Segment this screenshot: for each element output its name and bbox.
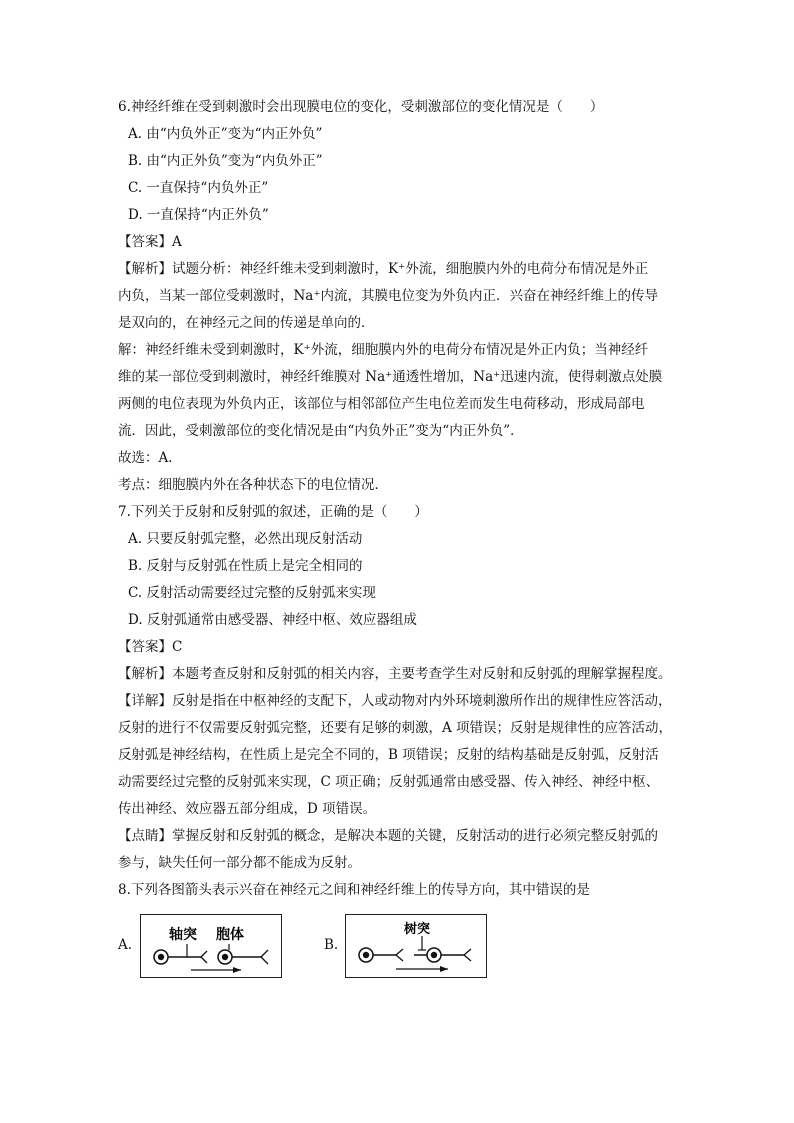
q8-figure-b-letter: B. <box>324 937 339 953</box>
q7-option-b: B. 反射与反射弧在性质上是完全相同的 <box>128 558 363 574</box>
q7-option-c: C. 反射活动需要经过完整的反射弧来实现 <box>128 585 376 601</box>
arrow-head-icon <box>233 967 241 973</box>
q6-option-c: C. 一直保持“内负外正” <box>128 180 269 196</box>
q6-option-a: A. 由“内负外正”变为“内正外负” <box>128 126 323 142</box>
q7-analysis-line: 动需要经过完整的反射弧来实现，C 项正确；反射弧通常由感受器、传入神经、神经中枢、 <box>118 774 660 790</box>
axon-terminal-icon <box>396 949 403 961</box>
q7-stem: 7.下列关于反射和反射弧的叙述，正确的是（ ） <box>118 504 428 520</box>
q7-analysis-line: 【解析】本题考查反射和反射弧的相关内容，主要考查学生对反射和反射弧的理解掌握程度。 <box>118 666 672 682</box>
q6-analysis-line: 内负，当某一部位受刺激时，Na⁺内流，其膜电位变为外负内正．兴奋在神经纤维上的传导 <box>118 288 658 304</box>
dendrite-label: 树突 <box>404 922 431 937</box>
nucleus-icon <box>431 952 437 958</box>
q7-option-a: A. 只要反射弧完整，必然出现反射活动 <box>128 531 363 547</box>
neuron-diagram-b <box>346 915 486 977</box>
arrow-head-icon <box>440 966 448 972</box>
q6-analysis-line: 两侧的电位表现为外负内正，该部位与相邻部位产生电位差而发生电荷移动，形成局部电 <box>118 396 645 412</box>
q7-analysis-line: 【详解】反射是指在中枢神经的支配下，人或动物对内外环境刺激所作出的规律性应答活动， <box>118 693 672 709</box>
q7-analysis-line: 反射弧是神经结构，在性质上是完全不同的，B 项错误；反射的结构基础是反射弧，反射活 <box>118 747 659 763</box>
q7-option-d: D. 反射弧通常由感受器、神经中枢、效应器组成 <box>128 612 417 628</box>
q6-analysis-line: 解：神经纤维未受到刺激时，K⁺外流，细胞膜内外的电荷分布情况是外正内负；当神经纤 <box>118 342 649 358</box>
nucleus-icon <box>158 954 164 960</box>
dendrite-icon <box>261 950 268 964</box>
q6-analysis-line: 维的某一部位受到刺激时，神经纤维膜对 Na⁺通透性增加，Na⁺迅速内流，使得刺激点处膜 <box>118 369 663 385</box>
dendrite-icon <box>464 949 471 961</box>
q7-analysis-line: 【点睛】掌握反射和反射弧的概念，是解决本题的关键，反射活动的进行必须完整反射弧的 <box>118 828 658 844</box>
q7-analysis-line: 反射的进行不仅需要反射弧完整，还要有足够的刺激，A 项错误；反射是规律性的应答活动， <box>118 720 673 736</box>
q7-analysis-line: 传出神经、效应器五部分组成，D 项错误。 <box>118 801 377 817</box>
q8-figure-b <box>345 914 487 978</box>
q7-answer: 【答案】C <box>118 639 183 655</box>
nucleus-icon <box>222 954 228 960</box>
q8-stem: 8.下列各图箭头表示兴奋在神经元之间和神经纤维上的传导方向，其中错误的是 <box>118 882 590 898</box>
q6-option-d: D. 一直保持“内正外负” <box>128 207 269 223</box>
q6-answer: 【答案】A <box>118 234 182 250</box>
q8-figure-a <box>140 914 282 978</box>
axon-label: 轴突 <box>169 927 197 943</box>
nucleus-icon <box>363 952 369 958</box>
q8-figure-a-letter: A. <box>118 937 133 953</box>
axon-terminal-icon <box>201 951 207 963</box>
q6-analysis-line: 流．因此，受刺激部位的变化情况是由“内负外正”变为“内正外负”． <box>118 423 524 439</box>
q6-option-b: B. 由“内正外负”变为“内负外正” <box>128 153 323 169</box>
q6-analysis-line: 考点：细胞膜内外在各种状态下的电位情况． <box>118 477 388 493</box>
q7-analysis-line: 参与，缺失任何一部分都不能成为反射。 <box>118 855 361 871</box>
document-page <box>118 94 678 904</box>
q6-analysis-line: 是双向的，在神经元之间的传递是单向的． <box>118 315 375 331</box>
neuron-diagram-a <box>141 915 281 977</box>
q6-analysis-line: 【解析】试题分析：神经纤维未受到刺激时，K⁺外流，细胞膜内外的电荷分布情况是外正 <box>118 261 649 277</box>
soma-label: 胞体 <box>216 927 244 943</box>
q6-analysis-line: 故选：A． <box>118 450 182 466</box>
q6-stem: 6.神经纤维在受到刺激时会出现膜电位的变化，受刺激部位的变化情况是（ ） <box>118 99 604 115</box>
